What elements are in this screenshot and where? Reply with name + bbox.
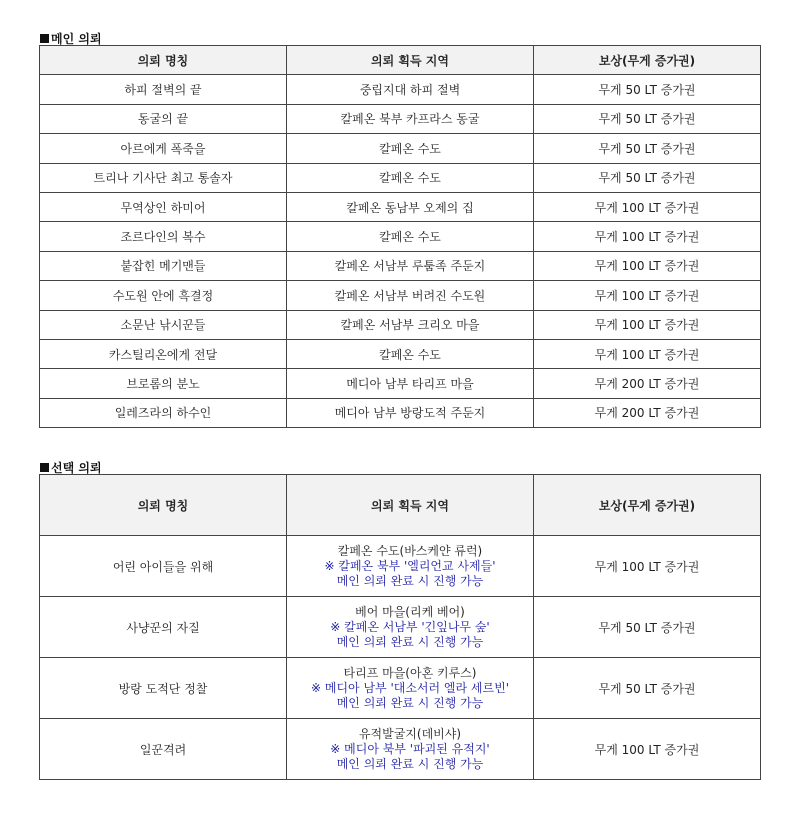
quest-name: 붙잡힌 메기맨들 — [40, 251, 287, 280]
table-row — [40, 597, 761, 658]
quest-location: 칼페온 수도 — [287, 222, 534, 251]
quest-location-cell — [287, 658, 534, 719]
quest-location: 칼페온 서남부 크리오 마을 — [287, 310, 534, 339]
quest-location-cell — [287, 597, 534, 658]
quest-note: ※ 메디아 남부 '대소서러 엘라 세르빈' — [310, 680, 509, 695]
quest-name: 일레즈라의 하수인 — [40, 398, 287, 427]
main-section-title: 메인 의뢰 — [40, 30, 102, 47]
quest-name: 동굴의 끝 — [40, 104, 287, 133]
quest-reward: 무게 100 LT 증가권 — [534, 719, 761, 780]
square-bullet-icon — [40, 463, 49, 472]
quest-reward: 무게 50 LT 증가권 — [534, 75, 761, 104]
quest-condition: 메인 의뢰 완료 시 진행 가능 — [336, 756, 484, 771]
header-quest-location: 의뢰 획득 지역 — [287, 46, 534, 75]
header-quest-name: 의뢰 명칭 — [40, 475, 287, 536]
quest-reward: 무게 50 LT 증가권 — [534, 163, 761, 192]
quest-reward: 무게 50 LT 증가권 — [534, 104, 761, 133]
quest-location: 메디아 남부 타리프 마을 — [287, 369, 534, 398]
quest-location: 유적발굴지(데비샤) — [358, 726, 462, 741]
header-quest-location: 의뢰 획득 지역 — [287, 475, 534, 536]
table-row — [40, 719, 761, 780]
quest-name: 어린 아이들을 위해 — [40, 536, 287, 597]
quest-location: 베어 마을(리케 베어) — [355, 604, 465, 619]
table-header-row — [40, 46, 761, 75]
quest-reward: 무게 100 LT 증가권 — [534, 251, 761, 280]
table-row — [40, 369, 761, 398]
quest-name: 트리나 기사단 최고 통솔자 — [40, 163, 287, 192]
table-row — [40, 310, 761, 339]
quest-name: 카스틸리온에게 전달 — [40, 339, 287, 368]
quest-location: 칼페온 서남부 루툼족 주둔지 — [287, 251, 534, 280]
header-reward: 보상(무게 증가권) — [534, 475, 761, 536]
quest-reward: 무게 100 LT 증가권 — [534, 192, 761, 221]
quest-location: 칼페온 서남부 버려진 수도원 — [287, 281, 534, 310]
quest-condition: 메인 의뢰 완료 시 진행 가능 — [336, 695, 484, 710]
quest-location: 칼페온 수도 — [287, 163, 534, 192]
quest-location: 칼페온 수도(바스케얀 류럭) — [337, 543, 483, 558]
table-row — [40, 222, 761, 251]
quest-location: 메디아 남부 방랑도적 주둔지 — [287, 398, 534, 427]
quest-reward: 무게 100 LT 증가권 — [534, 281, 761, 310]
quest-name: 일꾼격려 — [40, 719, 287, 780]
quest-reward: 무게 100 LT 증가권 — [534, 222, 761, 251]
quest-note: ※ 칼페온 북부 '엘리언교 사제들' — [324, 558, 496, 573]
quest-location: 타리프 마을(아혼 키루스) — [343, 665, 477, 680]
quest-reward: 무게 50 LT 증가권 — [534, 597, 761, 658]
table-row — [40, 192, 761, 221]
table-header-row — [40, 475, 761, 536]
quest-reward: 무게 50 LT 증가권 — [534, 134, 761, 163]
quest-location-cell — [287, 719, 534, 780]
table-row — [40, 104, 761, 133]
quest-name: 소문난 낚시꾼들 — [40, 310, 287, 339]
quest-reward: 무게 100 LT 증가권 — [534, 310, 761, 339]
quest-name: 사냥꾼의 자질 — [40, 597, 287, 658]
quest-location-cell — [287, 536, 534, 597]
quest-reward: 무게 200 LT 증가권 — [534, 369, 761, 398]
optional-quest-table — [39, 474, 761, 780]
quest-reward: 무게 100 LT 증가권 — [534, 536, 761, 597]
main-quest-table — [39, 45, 761, 428]
table-row — [40, 134, 761, 163]
quest-location: 칼페온 동남부 오제의 집 — [287, 192, 534, 221]
quest-condition: 메인 의뢰 완료 시 진행 가능 — [336, 573, 484, 588]
table-row — [40, 251, 761, 280]
quest-location: 칼페온 북부 카프라스 동굴 — [287, 104, 534, 133]
quest-location: 중립지대 하피 절벽 — [287, 75, 534, 104]
table-row — [40, 398, 761, 427]
table-row — [40, 339, 761, 368]
quest-reward: 무게 200 LT 증가권 — [534, 398, 761, 427]
table-row — [40, 281, 761, 310]
table-row — [40, 163, 761, 192]
quest-note: ※ 메디아 북부 '파괴된 유적지' — [330, 741, 490, 756]
quest-reward: 무게 100 LT 증가권 — [534, 339, 761, 368]
table-row — [40, 658, 761, 719]
quest-name: 하피 절벽의 끝 — [40, 75, 287, 104]
quest-reward: 무게 50 LT 증가권 — [534, 658, 761, 719]
quest-note: ※ 칼페온 서남부 '긴잎나무 숲' — [330, 619, 490, 634]
table-row — [40, 536, 761, 597]
square-bullet-icon — [40, 34, 49, 43]
quest-name: 방랑 도적단 정찰 — [40, 658, 287, 719]
quest-condition: 메인 의뢰 완료 시 진행 가능 — [336, 634, 484, 649]
quest-name: 아르에게 폭죽을 — [40, 134, 287, 163]
table-row — [40, 75, 761, 104]
header-reward: 보상(무게 증가권) — [534, 46, 761, 75]
quest-location: 칼페온 수도 — [287, 134, 534, 163]
header-quest-name: 의뢰 명칭 — [40, 46, 287, 75]
optional-section-title: 선택 의뢰 — [40, 459, 102, 476]
quest-name: 무역상인 하미어 — [40, 192, 287, 221]
quest-location: 칼페온 수도 — [287, 339, 534, 368]
quest-name: 브로롬의 분노 — [40, 369, 287, 398]
quest-name: 조르다인의 복수 — [40, 222, 287, 251]
quest-name: 수도원 안에 흑결정 — [40, 281, 287, 310]
